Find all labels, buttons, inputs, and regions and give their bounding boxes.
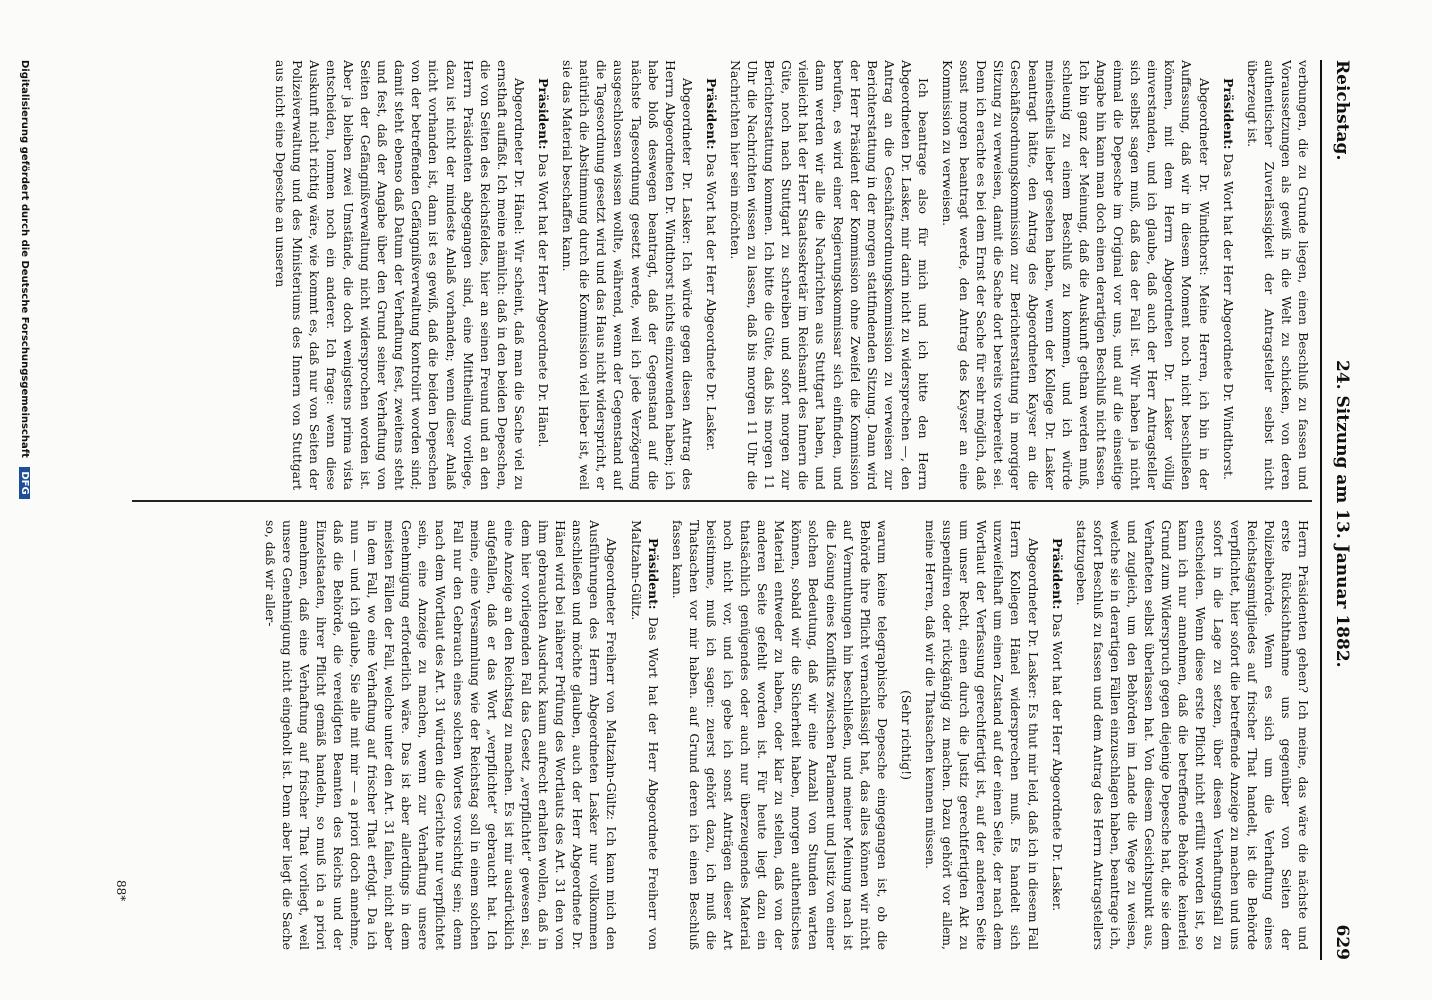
speaker-paragraph: [627, 520, 661, 950]
speaker-text: Das Wort hat der Herr Abgeordnete Dr. Windthorst.: [1220, 153, 1236, 480]
speaker-paragraph: [1049, 520, 1066, 950]
speaker-paragraph: [703, 60, 720, 490]
speaker-text: Das Wort hat der Herr Abgeordnete Dr. Hänel.: [536, 153, 552, 448]
page-number: 629: [1332, 924, 1352, 960]
header-rule: [1320, 60, 1322, 960]
digitization-note: Digitalisierung gefördert durch die Deutsche Forschungsgemeinschaft: [19, 60, 30, 458]
paragraph: Abgeordneter Dr. Lasker: Ich würde gegen diesen Antrag des Herrn Abgeordneten Dr. Windthorst nichts einzuwenden haben; ich habe bloß deswegen beantragt, daß der Gegenstand auf die nächste Tagesordnung gesetzt werde, weil ich jede Verzögerung ausgeschlossen wissen wollte, während, wenn der Gegenstand auf die Tagesordnung gesetzt wird und das Haus nicht widerspricht, er natürlich die Abstimmung durch die Kommission viel lieber ist, weil sie das Material beschaffen kann.: [560, 60, 695, 490]
interjection: (Sehr richtig!): [898, 690, 914, 780]
column-divider: [132, 500, 1312, 502]
digitization-footer: [10, 60, 30, 1000]
right-column: [132, 520, 1312, 950]
speaker-label: Präsident:: [536, 78, 552, 150]
speaker-text: Das Wort hat der Herr Abgeordnete Freiherr von Maltzahn-Gültz.: [628, 520, 661, 950]
paragraph: verbungen, die zu Grunde liegen, einen Beschluß zu fassen und Voraussetzungen als gewiß in die Welt zu schicken, von deren authentischer Zuverlässigkeit der Antragsteller selbst nicht überzeugt ist.: [1244, 60, 1311, 490]
paragraph: Abgeordneter Dr. Windthorst: Meine Herren, ich bin in der Auffassung, daß wir in diesem Moment noch nicht beschließen können, mit dem Herrn Abgeordneten Dr. Lasker völlig einverstanden, und ich glaube, daß auch der Herr Antragsteller sich selbst sagen muß, daß das der Fall ist. Wir haben ja nicht einmal die Depesche im Original vor uns, und auf die einseitige Angabe hin kann man doch einen derartigen Beschluß nicht fassen. Ich bin ganz der Meinung, daß die Auskunft gethan werden muß, schleunig zu einem Beschluß zu kommen, und ich würde meinestheils lieber gesehen haben, wenn der Kollege Dr. Lasker beantragt hätte, den Antrag des Abgeordneten Kayser an die Geschäftsordnungskommission zur Berichterstattung in morgiger Sitzung zu verweisen, damit die Sache dort bereits vorbereitet sei. Denn ich erachte es bei dem Ernst der Sache für sehr möglich, daß sonst morgen beantragt werde, den Antrag des Kayser an eine Kommission zu verweisen.: [940, 60, 1212, 490]
paragraph: Abgeordneter Freiherr von Maltzahn-Gültz: Ich kann mich den Ausführungen des Herrn Abgeordneten Lasker nur vollkommen anschließen und möchte glauben, auch der Herr Abgeordnete Dr. Hänel wird bei näherer Prüfung des Wortlauts des Art. 31 den von ihm gebrauchten Ausdruck kaum aufrecht erhalten wollen, daß in dem hier vorliegenden Fall das Gesetz „verpflichtet“ gewesen sei, eine Anzeige an den Reichstag zu machen. Es ist mir ausdrücklich aufgefallen, daß er das Wort „verpflichtet“ gebraucht hat. Ich meine, eine Versammlung wie der Reichstag soll in einem solchen Fall nur den Gebrauch eines solchen Wortes vorsichtig sein; denn nach dem Wortlaut des Art. 31 würden die Gerichte nur verpflichtet sein, eine Anzeige zu machen, wenn zur Verhaftung unsere Genehmigung erforderlich wäre. Das ist aber allerdings in dem meisten Fällen der Fall, welche unter den Art. 31 fallen, nicht aber in dem Fall, wo eine Verhaftung auf frischer That erfolgt. Da ich nun — und ich glaube, Sie alle mit mir — a priori doch annehme, daß die Behörde, die vereidigten Beamten des Reichs und der Einzelstaaten, ihrer Pflicht gemäß handeln, so muß ich a priori annehmen, daß eine Verhaftung auf frischer That vorliegt, weil unsere Genehmigung nicht eingeholt ist. Denn aber liegt die Sache so, daß wir aller-: [262, 520, 620, 950]
speaker-paragraph: [1220, 60, 1237, 490]
left-column: [132, 60, 1312, 490]
speaker-text: Das Wort hat der Herr Abgeordnete Dr. Lasker.: [1049, 613, 1065, 912]
paragraph: warum keine telegraphische Depesche eingegangen ist, ob die Behörde ihre Pflicht vernachlässigt hat, das alles können wir nicht auf Vermuthungen hin beschließen, und meiner Meinung nach ist die Lösung eines Konflikts zwischen Parlament und Justiz von einer solchen Bedeutung, daß wir eine Anzahl von Stunden warten können, sobald wir die Sicherheit haben, morgen authentisches Material entweder zu haben, oder klar zu stellen, daß von der anderen Seite gefehlt worden ist. Für heute liegt dazu ein thatsächlich genügendes oder auch nur überzeugendes Material noch nicht vor, und ich gebe ich sonst Anträgen dieser Art beistimme, muß ich sagen: zuerst gehört dazu, ich muß die Thatsachen vor mir haben. auf Grund deren ich einen Beschluß fassen kann.: [669, 520, 890, 950]
speaker-label: Präsident:: [1220, 78, 1236, 150]
paragraph: Herrn Präsidenten gehen? Ich meine, das wäre die nächste und erste Rücksichtnahme uns gegenüber von Seiten der Polizeibehörde. Wenn es sich um die Verhaftung eines Reichstagsmitgliedes auf frischer That handelt, ist die Behörde verpflichtet, hier sofort die betreffende Anzeige zu machen und uns sofort in die Lage zu setzen, über diesen Verhaftungsfall zu entscheiden. Wenn diese erste Pflicht nicht erfüllt worden ist, so kann ich nur annehmen, daß die betreffende Behörde keinerlei Grund zum Widerspruch gegen diejenige Depesche hat, die sie dem Verhafteten selbst überlassen hat. Von diesem Gesichtspunkt aus, und zugleich, um den Behörden im Lande die Wege zu weisen, welche sie in derartigen Fällen einzuschlagen haben, beantrage ich, sofort Beschluß zu fassen und dem Antrag des Herrn Antragstellers stattzugeben.: [1073, 520, 1311, 950]
paragraph: Ich beantrage also für mich und ich bitte den Herrn Abgeordneten Dr. Lasker, mir darin nicht zu widersprechen —, den Antrag an die Geschäftsordnungskommission zu verweisen zur Berichterstattung in der morgen stattfindenden Sitzung. Dann wird der Herr Präsident der Kommission ohne Zweifel die Kommission berufen, es wird einer Regierungskommissar sich einfinden, und dann werden wir alle die Nachrichten aus Stuttgart haben, und vielleicht hat der Herr Staatssekretär im Reichsamt des Innern die Güte, noch nach Stuttgart zu schreiben und sofort morgen zur Berichterstattung kommen. Ich bitte die Güte, daß bis morgen 11 Uhr die Nachrichten wissen zu lassen, daß bis morgen 11 Uhr die Nachrichten hier sein möchten.: [728, 60, 932, 490]
session-title: 24. Sitzung am 13. Januar 1882.: [1332, 360, 1352, 668]
running-title-left: Reichstag.: [1332, 60, 1352, 161]
page-header: [1322, 60, 1362, 960]
page-signature: 88*: [114, 880, 128, 902]
speaker-label: Präsident:: [645, 538, 661, 610]
speaker-paragraph: [535, 60, 552, 490]
paragraph: Abgeordneter Dr. Hänel: Wir scheint, daß man die Sache viel zu ernsthaft auffaßt. Ich meine nämlich: daß in den beiden Depeschen, die von Seiten des Reichsfeldes, hier an seinen Freund und an den Herrn Präsidenten abgegangen sind, eine Mittheilung vorliege, dazu ist nicht der mindeste Anlaß vorhanden; wenn dieser Anlaß nicht vorhanden ist, dann ist es gewiß, daß die beiden Depeschen von der betreffenden Gefängnißverwaltung kontrolirt worden sind; damit steht ebenso daß Datum der Verhaftung fest, zweitens steht und fest, daß der Angabe über den Grund seiner Verhaftung von Seiten der Gefängnißverwaltung nicht widersprochen worden ist. Aber ja bleiben zwei Umstände, die doch wenigstens prima vista entscheiden, lommen noch ein anderer. Ich frage: wenn diese Auskunft nicht richtig wäre, wie kommt es, daß nur von Seiten der Polizeiverwaltung und des Ministeriums des Innern von Stuttgart aus nicht eine Depesche an unseren: [272, 60, 527, 490]
speaker-text: Das Wort hat der Herr Abgeordnete Dr. Lasker.: [703, 153, 719, 452]
paragraph: Abgeordneter Dr. Lasker: Es thut mir leid, daß ich in diesem Fall Herrn Kollegen Hänel widersprechen muß. Es handelt sich unzweifelhaft um einen Zustand auf der einen Seite, der nach dem Wortlaut der Verfassung gerechtfertigt ist, auf der anderen Seite um unser Recht, einen durch die Justiz gerechtfertigten Akt zu suspendiren oder rückgängig zu machen. Dazu gehört vor allem, meine Herren, daß wir die Thatsachen kennen müssen.: [923, 520, 1041, 950]
speaker-label: Präsident:: [1049, 538, 1065, 610]
speaker-label: Präsident:: [703, 78, 719, 150]
dfg-logo: DFG: [19, 467, 30, 498]
